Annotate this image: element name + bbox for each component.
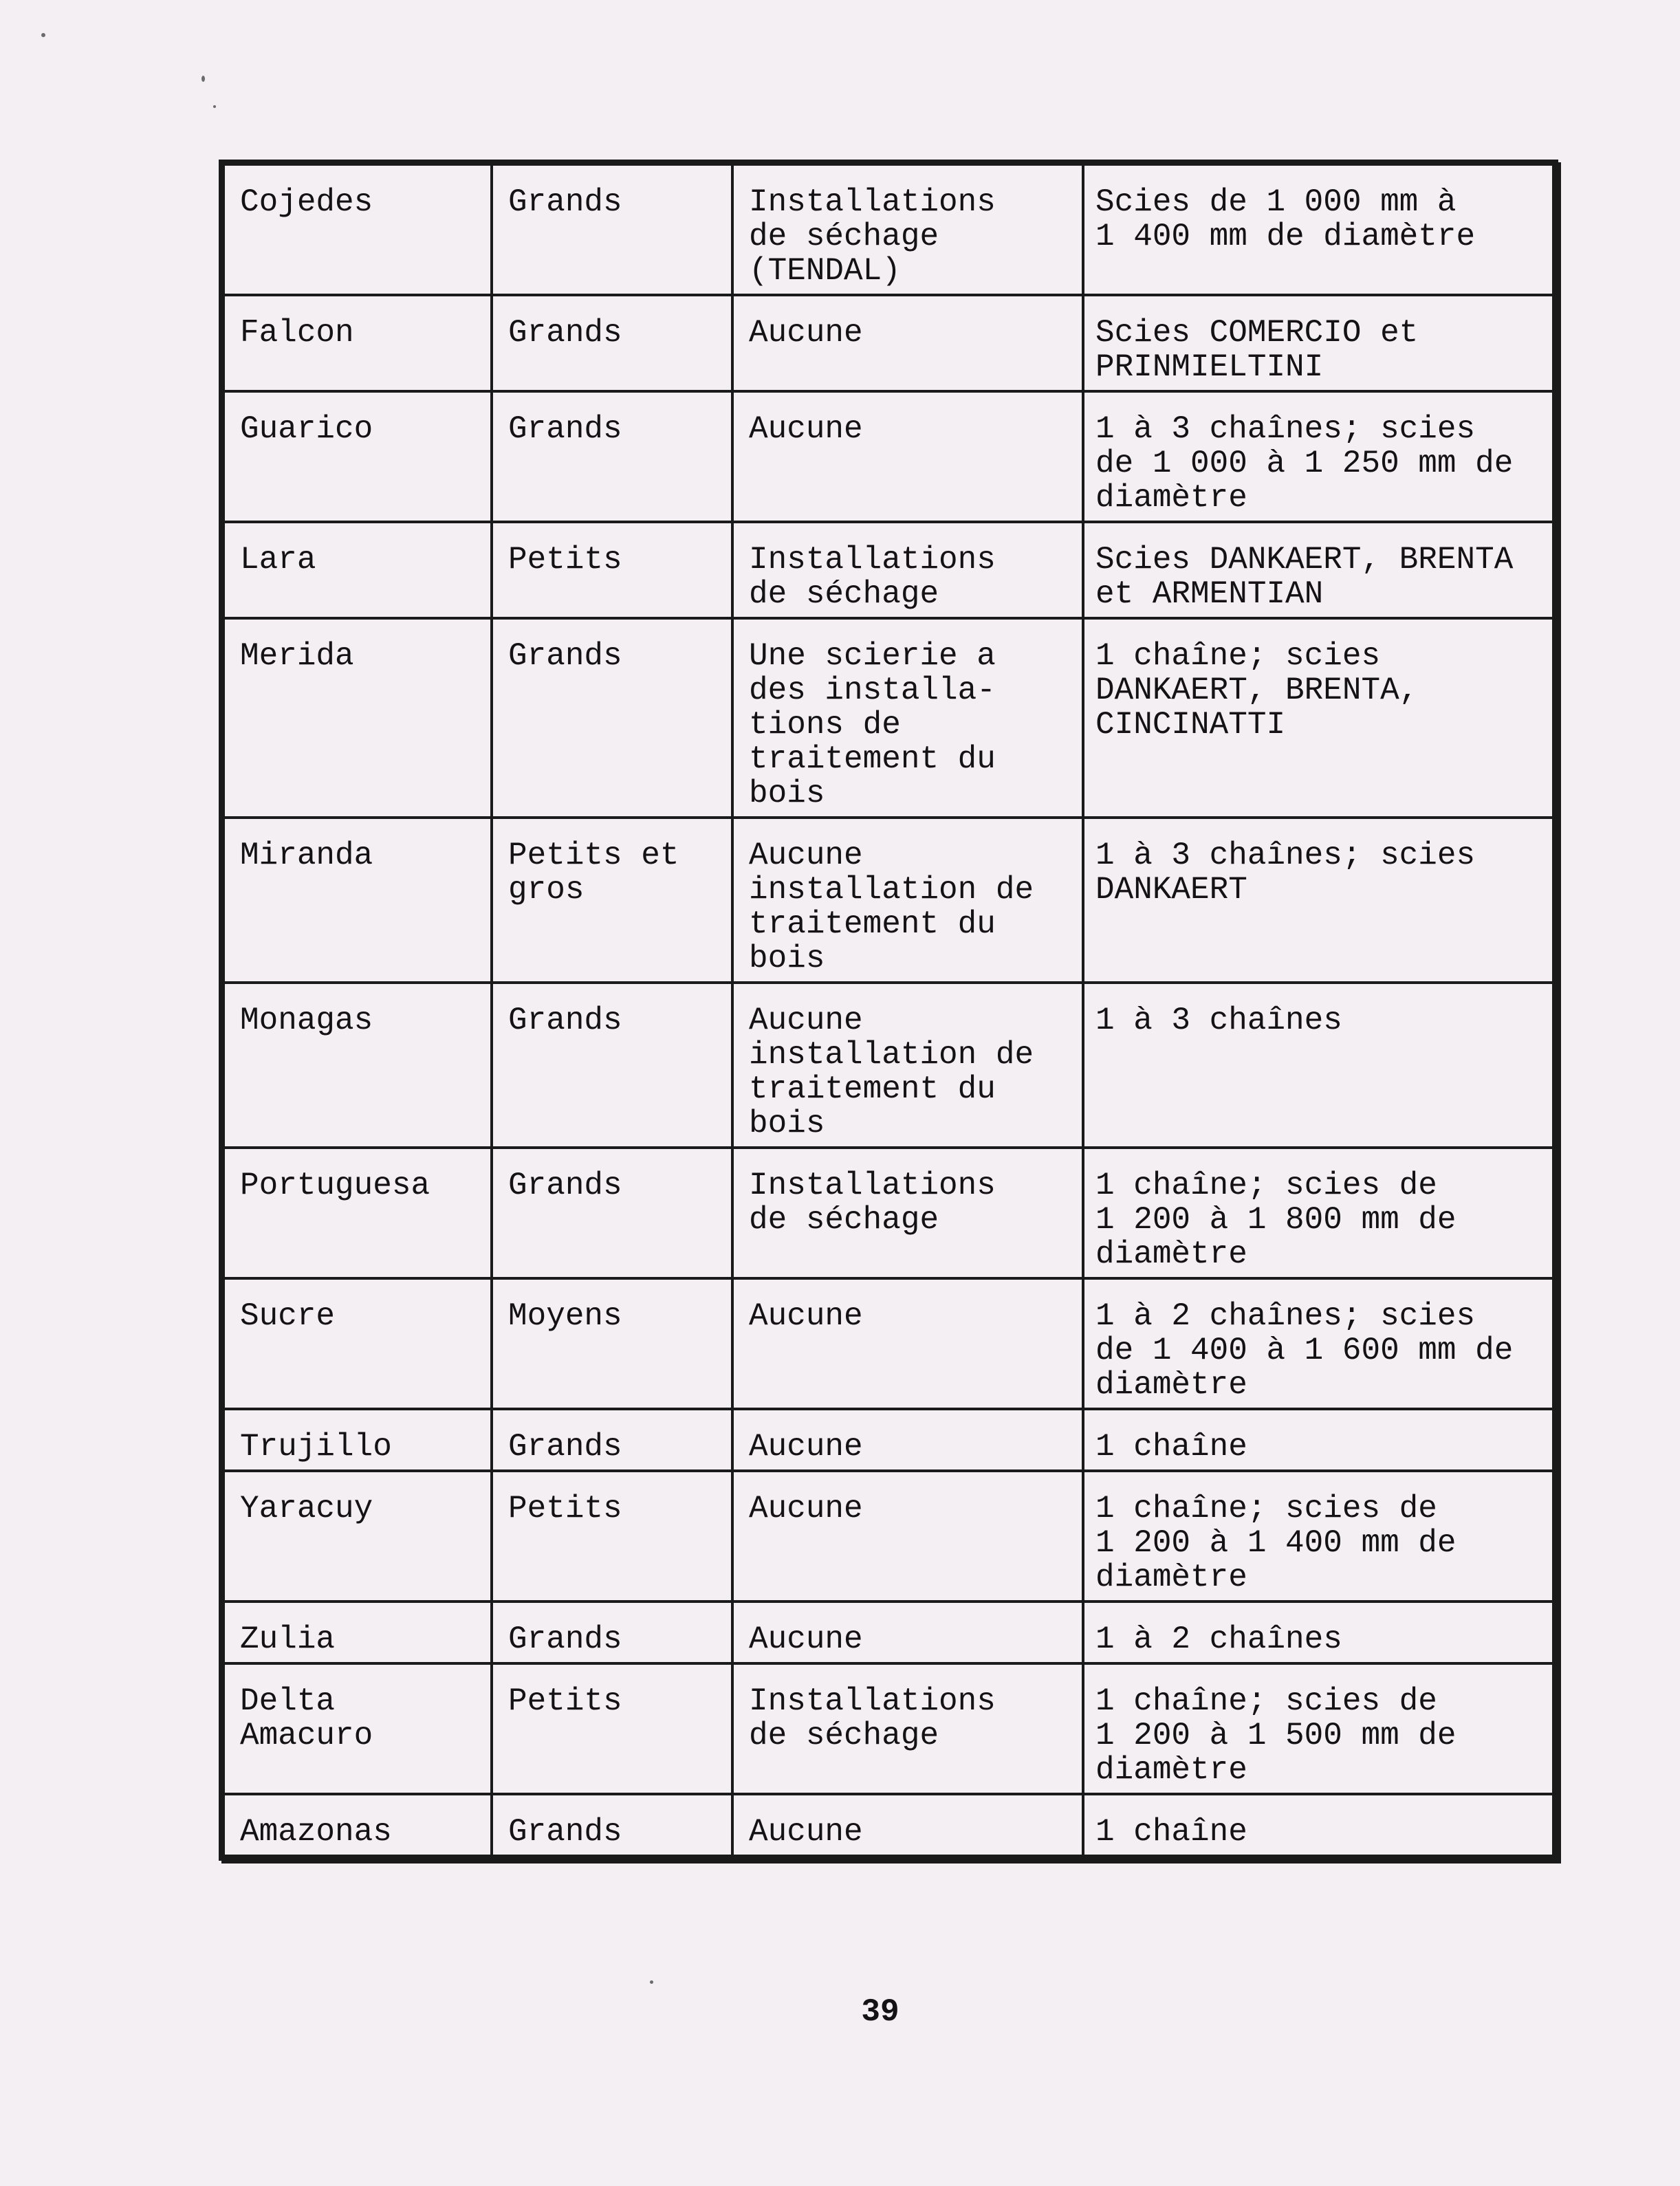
state-cell: Portuguesa <box>223 1148 492 1278</box>
equipment-cell: Scies COMERCIO et PRINMIELTINI <box>1083 295 1553 391</box>
state-cell: Yaracuy <box>223 1471 492 1602</box>
state-cell: Miranda <box>223 818 492 983</box>
equipment-cell: Scies de 1 000 mm à 1 400 mm de diamètre <box>1083 164 1553 295</box>
size-cell: Petits et gros <box>492 818 732 983</box>
size-cell: Petits <box>492 522 732 618</box>
equipment-cell: 1 chaîne <box>1083 1794 1553 1856</box>
treatment-cell: Installations de séchage <box>732 1663 1083 1794</box>
treatment-cell: Installations de séchage (TENDAL) <box>732 164 1083 295</box>
table-row <box>223 1663 1553 1794</box>
table-row <box>223 295 1553 391</box>
treatment-cell: Aucune <box>732 1471 1083 1602</box>
size-cell: Grands <box>492 1409 732 1471</box>
state-cell: Lara <box>223 522 492 618</box>
state-cell: Trujillo <box>223 1409 492 1471</box>
table-row <box>223 1409 1553 1471</box>
scan-speck <box>41 33 45 37</box>
size-cell: Grands <box>492 1602 732 1663</box>
state-cell: Guarico <box>223 391 492 522</box>
sawmill-table <box>222 163 1555 1857</box>
equipment-cell: 1 chaîne <box>1083 1409 1553 1471</box>
table-row <box>223 1278 1553 1409</box>
table-row <box>223 618 1553 818</box>
size-cell: Grands <box>492 295 732 391</box>
state-cell: Amazonas <box>223 1794 492 1856</box>
treatment-cell: Aucune installation de traitement du bois <box>732 983 1083 1148</box>
table-row <box>223 1602 1553 1663</box>
size-cell: Grands <box>492 618 732 818</box>
size-cell: Grands <box>492 1148 732 1278</box>
equipment-cell: 1 à 3 chaînes <box>1083 983 1553 1148</box>
treatment-cell: Aucune <box>732 1794 1083 1856</box>
table-row <box>223 1794 1553 1856</box>
scan-speck <box>213 105 216 108</box>
size-cell: Grands <box>492 391 732 522</box>
equipment-cell: 1 chaîne; scies de 1 200 à 1 800 mm de diamètre <box>1083 1148 1553 1278</box>
state-cell: Zulia <box>223 1602 492 1663</box>
size-cell: Grands <box>492 164 732 295</box>
equipment-cell: Scies DANKAERT, BRENTA et ARMENTIAN <box>1083 522 1553 618</box>
state-cell: Falcon <box>223 295 492 391</box>
treatment-cell: Aucune <box>732 1409 1083 1471</box>
treatment-cell: Aucune <box>732 1278 1083 1409</box>
state-cell: Monagas <box>223 983 492 1148</box>
scan-speck <box>201 76 205 82</box>
equipment-cell: 1 à 2 chaînes <box>1083 1602 1553 1663</box>
treatment-cell: Aucune <box>732 391 1083 522</box>
sawmill-table-frame <box>219 160 1558 1861</box>
equipment-cell: 1 à 3 chaînes; scies DANKAERT <box>1083 818 1553 983</box>
equipment-cell: 1 chaîne; scies DANKAERT, BRENTA, CINCINATTI <box>1083 618 1553 818</box>
scan-speck <box>650 1980 653 1984</box>
state-cell: Sucre <box>223 1278 492 1409</box>
table-row <box>223 983 1553 1148</box>
size-cell: Grands <box>492 983 732 1148</box>
equipment-cell: 1 chaîne; scies de 1 200 à 1 400 mm de diamètre <box>1083 1471 1553 1602</box>
size-cell: Grands <box>492 1794 732 1856</box>
state-cell: Merida <box>223 618 492 818</box>
treatment-cell: Aucune <box>732 1602 1083 1663</box>
treatment-cell: Aucune <box>732 295 1083 391</box>
table-row <box>223 522 1553 618</box>
treatment-cell: Installations de séchage <box>732 522 1083 618</box>
table-row <box>223 391 1553 522</box>
equipment-cell: 1 chaîne; scies de 1 200 à 1 500 mm de diamètre <box>1083 1663 1553 1794</box>
treatment-cell: Aucune installation de traitement du bois <box>732 818 1083 983</box>
equipment-cell: 1 à 3 chaînes; scies de 1 000 à 1 250 mm de diamètre <box>1083 391 1553 522</box>
size-cell: Moyens <box>492 1278 732 1409</box>
size-cell: Petits <box>492 1663 732 1794</box>
treatment-cell: Une scierie a des installa- tions de traitement du bois <box>732 618 1083 818</box>
table-row <box>223 164 1553 295</box>
table-row <box>223 818 1553 983</box>
table-row <box>223 1148 1553 1278</box>
page-number: 39 <box>861 1994 899 2030</box>
table-row <box>223 1471 1553 1602</box>
state-cell: Delta Amacuro <box>223 1663 492 1794</box>
treatment-cell: Installations de séchage <box>732 1148 1083 1278</box>
equipment-cell: 1 à 2 chaînes; scies de 1 400 à 1 600 mm de diamètre <box>1083 1278 1553 1409</box>
size-cell: Petits <box>492 1471 732 1602</box>
state-cell: Cojedes <box>223 164 492 295</box>
